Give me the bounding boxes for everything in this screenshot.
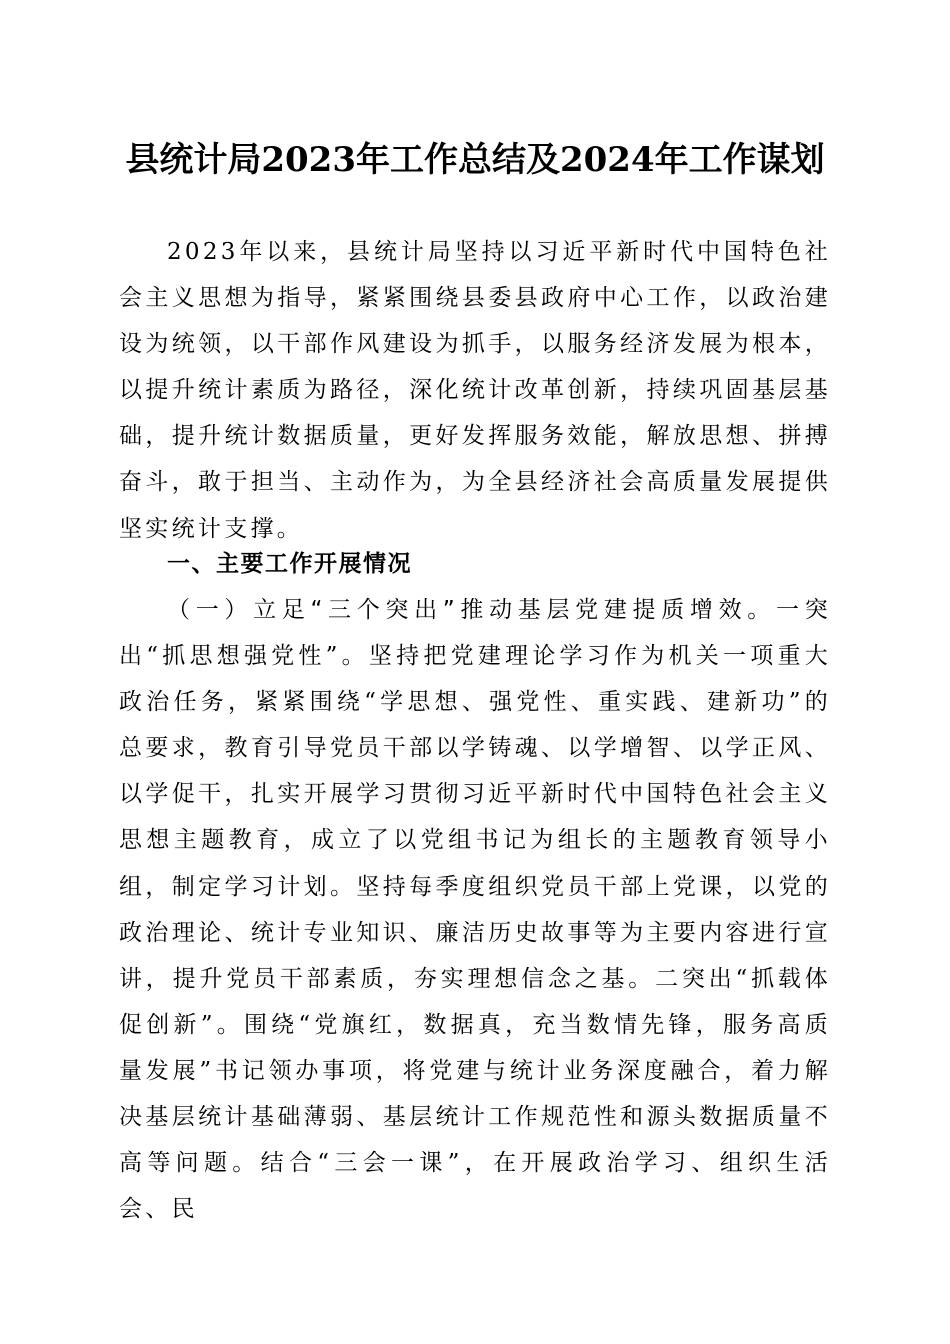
subsection-body: 一突出“抓思想强党性”。坚持把党建理论学习作为机关一项重大政治任务，紧紧围绕“学思想、强党性、重实践、建新功”的总要求，教育引导党员干部以学铸魂、以学增智、以学正风、以学促干，扎实开展学习贯彻习近平新时代中国特色社会主义思想主题教育，成立了以党组书记为组长的主题教育领导小组，制定学习计划。坚持每季度组织党员干部上党课，以党的政治理论、统计专业知识、廉洁历史故事等为主要内容进行宣讲，提升党员干部素质，夯实理想信念之基。二突出“抓载体促创新”。围绕“党旗红，数据真，充当数情先锋，服务高质量发展”书记领办事项，将党建与统计业务深度融合，着力解决基层统计基础薄弱、基层统计工作规范性和源头数据质量不高等问题。结合“三会一课”，在开展政治学习、组织生活会、民 bbox=[119, 597, 831, 1223]
section-heading: 一、主要工作开展情况 bbox=[167, 551, 412, 577]
subsection-lead: （一）立足“三个突出”推动基层党建提质增效。 bbox=[167, 597, 776, 623]
document-title: 县统计局2023年工作总结及2024年工作谋划 bbox=[125, 140, 825, 180]
intro-paragraph: 2023年以来，县统计局坚持以习近平新时代中国特色社会主义思想为指导，紧紧围绕县委县政府中心工作，以政治建设为统领，以干部作风建设为抓手，以服务经济发展为根本，以提升统计素质为路径，深化统计改革创新，持续巩固基层基础，提升统计数据质量，更好发挥服务效能，解放思想、拼搏奋斗，敢于担当、主动作为，为全县经济社会高质量发展提供坚实统计支撑。 bbox=[119, 239, 831, 542]
subsection-paragraph bbox=[119, 587, 831, 1232]
